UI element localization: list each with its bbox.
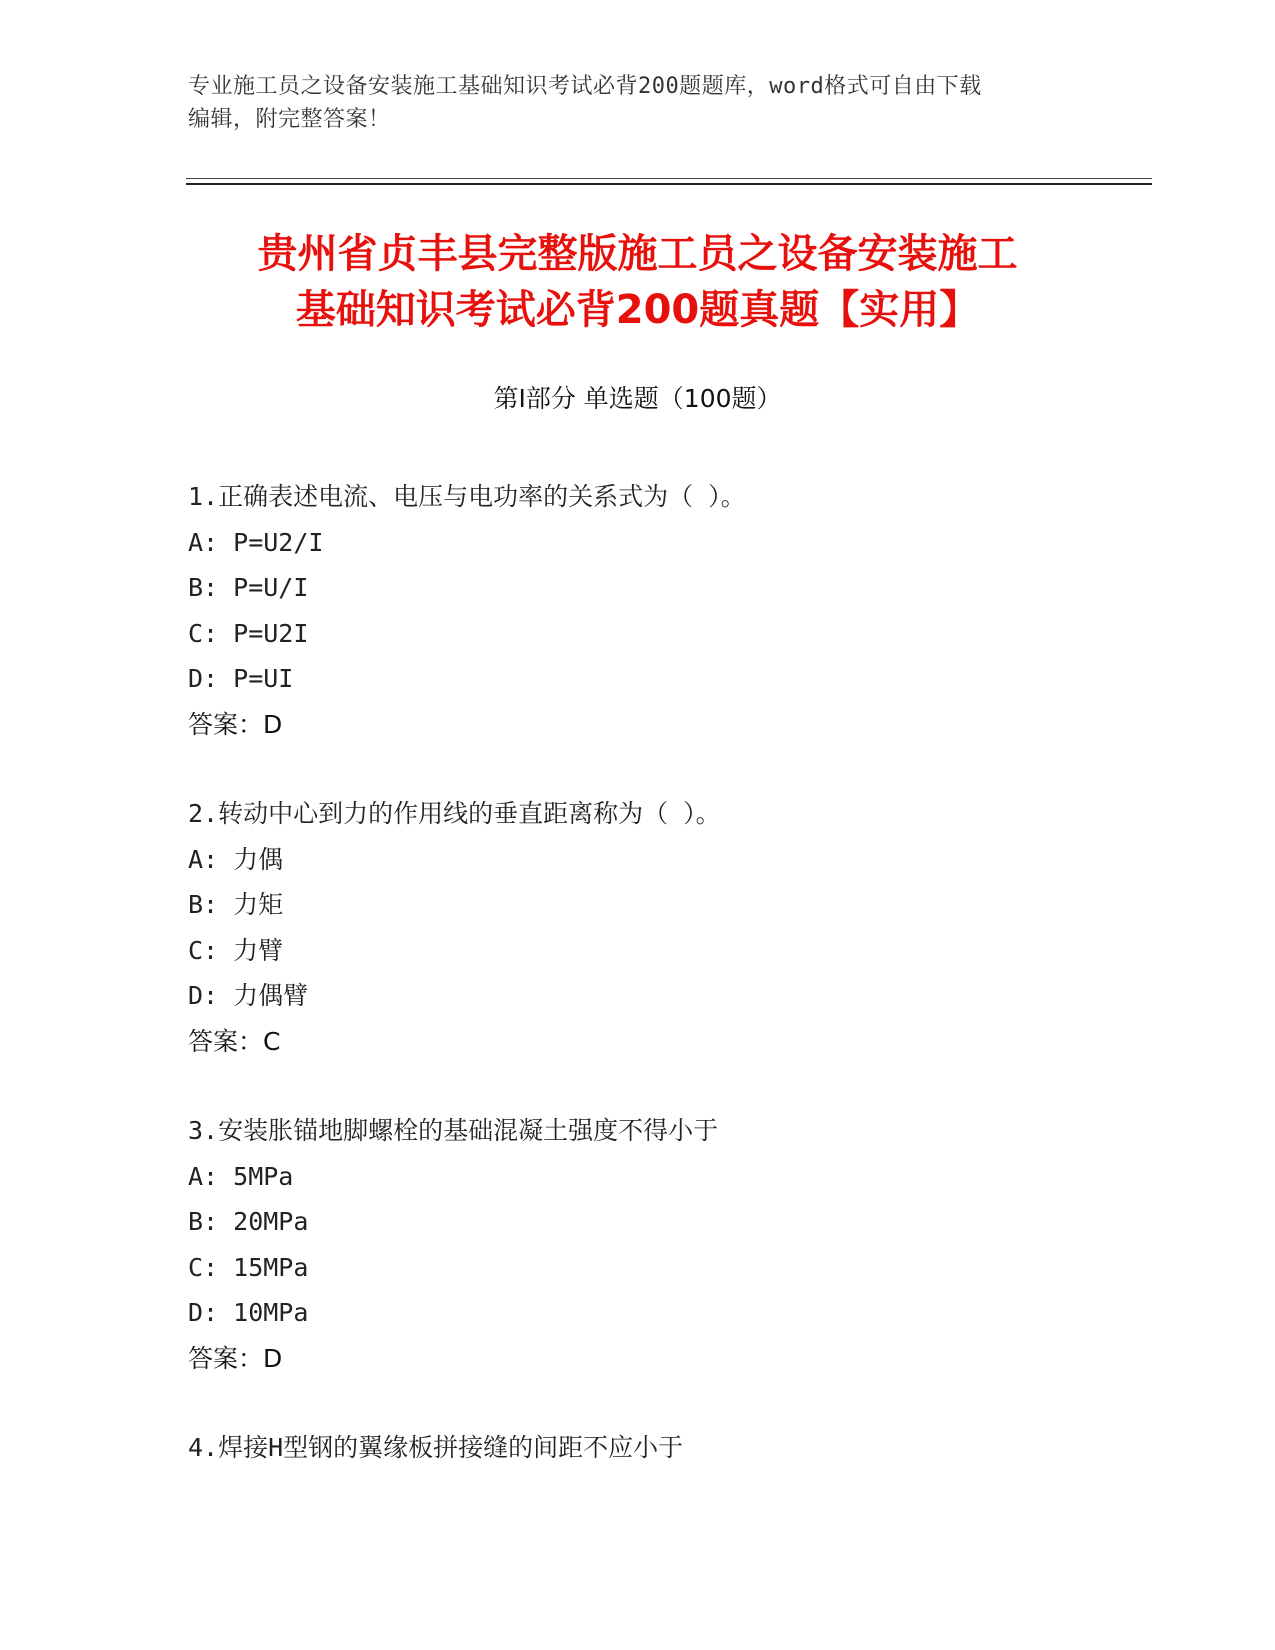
option-b: B: 力矩 xyxy=(188,890,284,919)
option-a: A: 力偶 xyxy=(188,844,284,874)
option-d: D: P=UI xyxy=(188,664,294,693)
question-stem: 1.正确表述电流、电压与电功率的关系式为（ ）。 xyxy=(188,482,746,511)
document-title-line-1: 贵州省贞丰县完整版施工员之设备安装施工 xyxy=(257,231,1018,277)
option-b: B: 20MPa xyxy=(188,1207,309,1236)
question-1 xyxy=(188,474,1148,747)
option-b: B: P=U/I xyxy=(188,573,309,602)
section-heading: 第Ⅰ部分 单选题（100题） xyxy=(493,384,782,413)
document-title xyxy=(150,226,1125,338)
question-list xyxy=(188,474,1148,1515)
question-3 xyxy=(188,1108,1148,1381)
question-2 xyxy=(188,791,1148,1064)
option-c: C: P=U2I xyxy=(188,618,309,648)
question-stem: 3.安装胀锚地脚螺栓的基础混凝土强度不得小于 xyxy=(188,1116,719,1145)
answer: 答案：D xyxy=(188,1343,283,1373)
answer: 答案：C xyxy=(188,1026,281,1056)
question-4 xyxy=(188,1425,1148,1471)
header-note-line-1: 专业施工员之设备安装施工基础知识考试必背200题题库，word格式可自由下载 xyxy=(188,74,982,99)
option-d: D: 力偶臂 xyxy=(188,981,309,1010)
header-note xyxy=(188,70,1068,136)
option-d: D: 10MPa xyxy=(188,1298,309,1327)
document-title-line-2: 基础知识考试必背200题真题【实用】 xyxy=(295,287,980,333)
option-c: C: 力臂 xyxy=(188,935,284,965)
option-a: A: P=U2/I xyxy=(188,527,324,557)
answer: 答案：D xyxy=(188,709,283,739)
header-divider-thin xyxy=(186,178,1152,179)
question-stem: 4.焊接H型钢的翼缘板拼接缝的间距不应小于 xyxy=(188,1433,684,1462)
question-stem: 2.转动中心到力的作用线的垂直距离称为（ ）。 xyxy=(188,799,721,828)
option-c: C: 15MPa xyxy=(188,1252,309,1282)
header-divider-thick xyxy=(186,183,1152,185)
option-a: A: 5MPa xyxy=(188,1161,294,1191)
header-note-line-2: 编辑，附完整答案！ xyxy=(188,107,391,132)
